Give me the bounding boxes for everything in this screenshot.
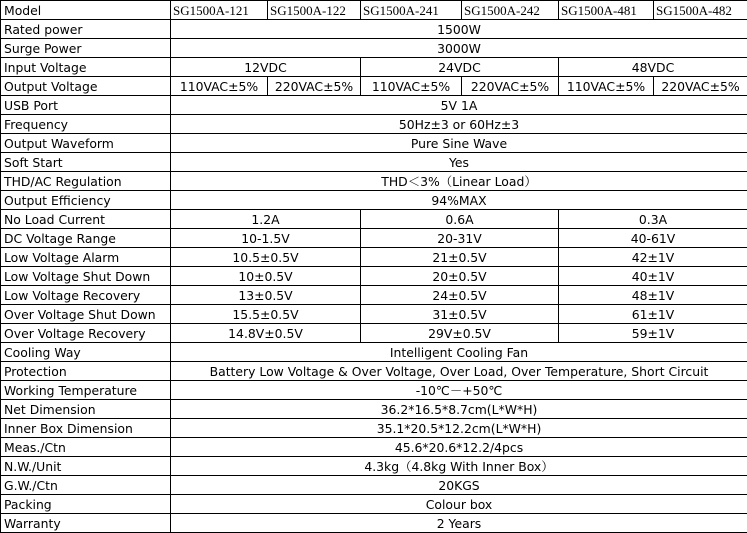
spec-value: 36.2*16.5*8.7cm(L*W*H) <box>171 400 747 419</box>
spec-value: 20-31V <box>361 229 559 248</box>
spec-value: 40-61V <box>559 229 747 248</box>
row-label: Working Temperature <box>1 381 171 400</box>
spec-value: 4.3kg（4.8kg With Inner Box） <box>171 457 747 476</box>
spec-value: 0.6A <box>361 210 559 229</box>
row-label: Warranty <box>1 514 171 533</box>
table-row <box>1 39 747 58</box>
table-row <box>1 172 747 191</box>
model-name: SG1500A-242 <box>462 1 559 20</box>
spec-value: 10±0.5V <box>171 267 361 286</box>
table-row <box>1 77 747 96</box>
spec-value: 45.6*20.6*12.2/4pcs <box>171 438 747 457</box>
spec-value: THD＜3%（Linear Load） <box>171 172 747 191</box>
row-label: DC Voltage Range <box>1 229 171 248</box>
table-row <box>1 457 747 476</box>
model-name: SG1500A-122 <box>268 1 361 20</box>
spec-value: 5V 1A <box>171 96 747 115</box>
row-label: N.W./Unit <box>1 457 171 476</box>
table-row <box>1 96 747 115</box>
table-row <box>1 153 747 172</box>
row-label: USB Port <box>1 96 171 115</box>
table-row <box>1 229 747 248</box>
row-label-model: Model <box>1 1 171 20</box>
row-label: Input Voltage <box>1 58 171 77</box>
table-row <box>1 419 747 438</box>
spec-value: Pure Sine Wave <box>171 134 747 153</box>
spec-value: Battery Low Voltage & Over Voltage, Over Load, Over Temperature, Short Circuit <box>171 362 747 381</box>
spec-value: 24VDC <box>361 58 559 77</box>
table-row <box>1 343 747 362</box>
row-label: Net Dimension <box>1 400 171 419</box>
table-row <box>1 20 747 39</box>
row-label: Low Voltage Shut Down <box>1 267 171 286</box>
row-label: Low Voltage Alarm <box>1 248 171 267</box>
spec-value: 21±0.5V <box>361 248 559 267</box>
spec-value: 14.8V±0.5V <box>171 324 361 343</box>
row-label: Output Voltage <box>1 77 171 96</box>
spec-value: 110VAC±5% <box>559 77 654 96</box>
spec-value: 61±1V <box>559 305 747 324</box>
spec-value: 40±1V <box>559 267 747 286</box>
spec-value: 220VAC±5% <box>462 77 559 96</box>
table-row <box>1 1 747 20</box>
row-label: Surge Power <box>1 39 171 58</box>
spec-value: Yes <box>171 153 747 172</box>
row-label: Over Voltage Recovery <box>1 324 171 343</box>
row-label: No Load Current <box>1 210 171 229</box>
spec-value: 94%MAX <box>171 191 747 210</box>
spec-value: 48±1V <box>559 286 747 305</box>
row-label: Packing <box>1 495 171 514</box>
spec-value: 42±1V <box>559 248 747 267</box>
spec-value: 2 Years <box>171 514 747 533</box>
spec-value: 15.5±0.5V <box>171 305 361 324</box>
spec-value: 50Hz±3 or 60Hz±3 <box>171 115 747 134</box>
row-label: Output Waveform <box>1 134 171 153</box>
table-row <box>1 438 747 457</box>
row-label: Soft Start <box>1 153 171 172</box>
spec-value: 35.1*20.5*12.2cm(L*W*H) <box>171 419 747 438</box>
spec-value: 29V±0.5V <box>361 324 559 343</box>
row-label: Rated power <box>1 20 171 39</box>
spec-value: 48VDC <box>559 58 747 77</box>
model-name: SG1500A-121 <box>171 1 268 20</box>
table-row <box>1 115 747 134</box>
table-row <box>1 58 747 77</box>
spec-value: 220VAC±5% <box>654 77 747 96</box>
spec-value: 1500W <box>171 20 747 39</box>
table-row <box>1 362 747 381</box>
spec-value: 1.2A <box>171 210 361 229</box>
spec-value: 10.5±0.5V <box>171 248 361 267</box>
model-name: SG1500A-241 <box>361 1 462 20</box>
spec-value: 110VAC±5% <box>171 77 268 96</box>
spec-value: -10℃－+50℃ <box>171 381 747 400</box>
model-name: SG1500A-481 <box>559 1 654 20</box>
spec-value: 3000W <box>171 39 747 58</box>
table-row <box>1 514 747 533</box>
spec-value: Intelligent Cooling Fan <box>171 343 747 362</box>
row-label: Over Voltage Shut Down <box>1 305 171 324</box>
spec-value: 20KGS <box>171 476 747 495</box>
model-name: SG1500A-482 <box>654 1 747 20</box>
table-row <box>1 248 747 267</box>
table-row <box>1 400 747 419</box>
table-row <box>1 495 747 514</box>
spec-value: 220VAC±5% <box>268 77 361 96</box>
table-row <box>1 134 747 153</box>
spec-value: 59±1V <box>559 324 747 343</box>
table-row <box>1 267 747 286</box>
spec-value: 24±0.5V <box>361 286 559 305</box>
spec-value: 0.3A <box>559 210 747 229</box>
row-label: Low Voltage Recovery <box>1 286 171 305</box>
row-label: Protection <box>1 362 171 381</box>
row-label: Output Efficiency <box>1 191 171 210</box>
row-label: Frequency <box>1 115 171 134</box>
table-row <box>1 286 747 305</box>
spec-value: Colour box <box>171 495 747 514</box>
spec-value: 110VAC±5% <box>361 77 462 96</box>
table-row <box>1 324 747 343</box>
row-label: Cooling Way <box>1 343 171 362</box>
spec-value: 20±0.5V <box>361 267 559 286</box>
table-row <box>1 210 747 229</box>
spec-value: 10-1.5V <box>171 229 361 248</box>
row-label: Meas./Ctn <box>1 438 171 457</box>
spec-value: 13±0.5V <box>171 286 361 305</box>
spec-value: 12VDC <box>171 58 361 77</box>
row-label: G.W./Ctn <box>1 476 171 495</box>
table-row <box>1 191 747 210</box>
table-row <box>1 476 747 495</box>
row-label: THD/AC Regulation <box>1 172 171 191</box>
table-row <box>1 381 747 400</box>
spec-value: 31±0.5V <box>361 305 559 324</box>
table-row <box>1 305 747 324</box>
row-label: Inner Box Dimension <box>1 419 171 438</box>
